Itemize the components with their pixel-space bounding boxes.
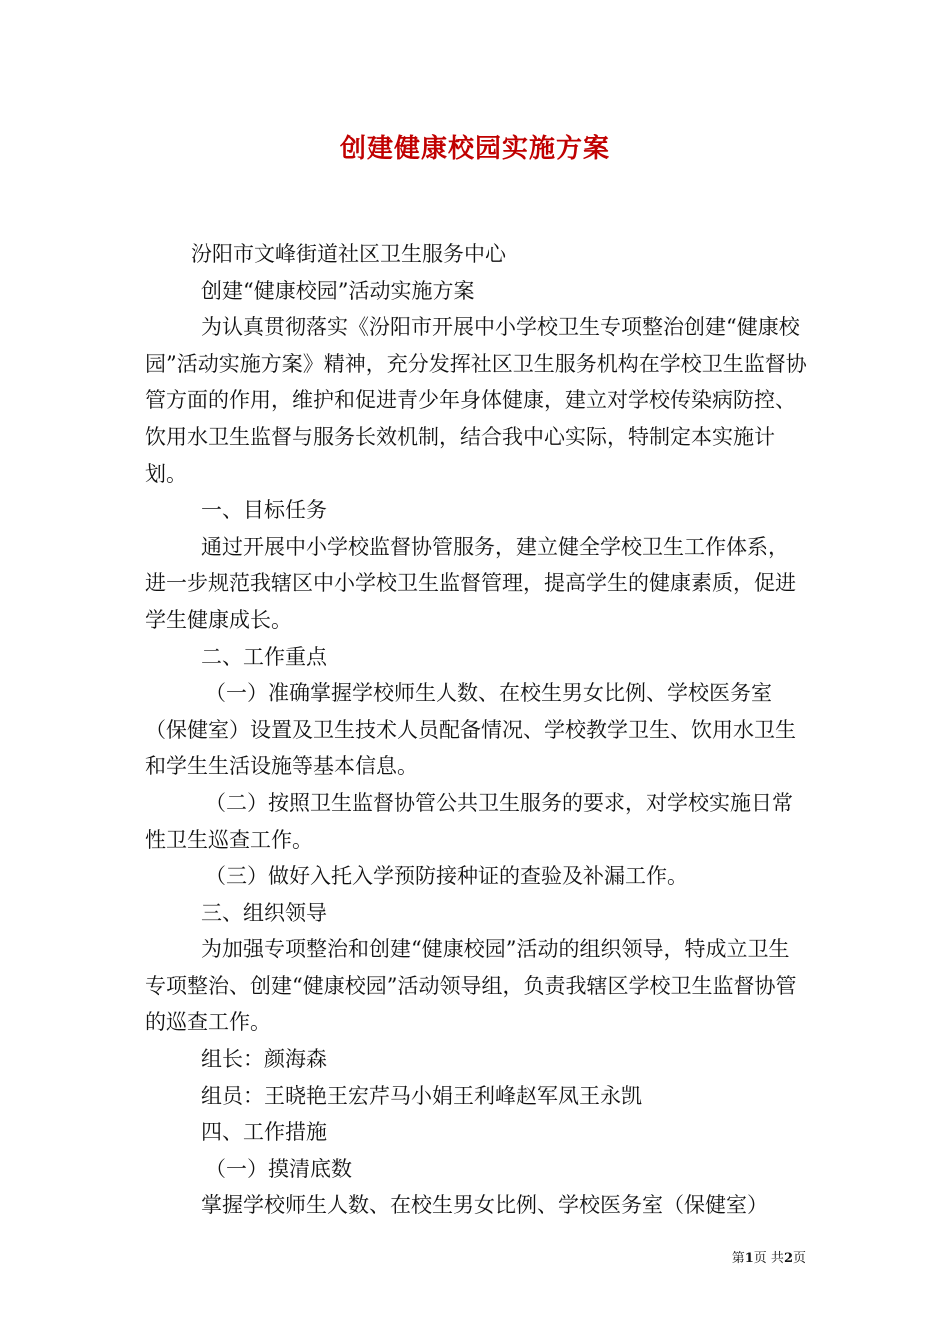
page-footer <box>732 1247 806 1266</box>
heading-measures-1: （一）摸清底数 <box>205 1156 352 1181</box>
document-body <box>145 236 807 1224</box>
paragraph-focus-2: （二）按照卫生监督协管公共卫生服务的要求，对学校实施日常性卫生巡查工作。 <box>145 790 793 852</box>
heading-measures: 四、工作措施 <box>201 1120 327 1145</box>
paragraph-goals: 通过开展中小学校监督协管服务，建立健全学校卫生工作体系，进一步规范我辖区中小学校卫生监督管理，提高学生的健康素质，促进学生健康成长。 <box>145 534 796 632</box>
footer-middle: 页 共 <box>753 1251 784 1266</box>
footer-suffix: 页 <box>792 1251 806 1266</box>
paragraph-organization: 汾阳市文峰街道社区卫生服务中心 <box>191 242 506 266</box>
footer-prefix: 第 <box>731 1251 745 1266</box>
paragraph-subtitle: 创建“健康校园”活动实施方案 <box>201 278 475 303</box>
paragraph-members: 组员：王晓艳王宏芹马小娟王利峰赵军凤王永凯 <box>201 1083 642 1108</box>
footer-total-pages: 2 <box>783 1251 793 1266</box>
paragraph-leader: 组长：颜海森 <box>201 1047 327 1072</box>
paragraph-focus-1: （一）准确掌握学校师生人数、在校生男女比例、学校医务室（保健室）设置及卫生技术人员配备情况、学校教学卫生、饮用水卫生和学生生活设施等基本信息。 <box>145 681 796 779</box>
heading-goals: 一、目标任务 <box>201 498 327 523</box>
footer-page-number: 1 <box>744 1251 754 1266</box>
paragraph-intro: 为认真贯彻落实《汾阳市开展中小学校卫生专项整治创建“健康校园”活动实施方案》精神，充分发挥社区卫生服务机构在学校卫生监督协管方面的作用，维护和促进青少年身体健康，建立对学校传染病防控、饮用水卫生监督与服务长效机制，结合我中心实际，特制定本实施计划。 <box>145 315 807 486</box>
paragraph-focus-3: （三）做好入托入学预防接种证的查验及补漏工作。 <box>205 864 688 889</box>
paragraph-measures-1: 掌握学校师生人数、在校生男女比例、学校医务室（保健室） <box>201 1193 768 1218</box>
heading-focus: 二、工作重点 <box>201 644 327 669</box>
document-title: 创建健康校园实施方案 <box>339 134 610 164</box>
paragraph-leadership: 为加强专项整治和创建“健康校园”活动的组织领导，特成立卫生专项整治、创建“健康校园”活动领导组，负责我辖区学校卫生监督协管的巡查工作。 <box>145 937 797 1035</box>
heading-leadership: 三、组织领导 <box>201 900 327 925</box>
